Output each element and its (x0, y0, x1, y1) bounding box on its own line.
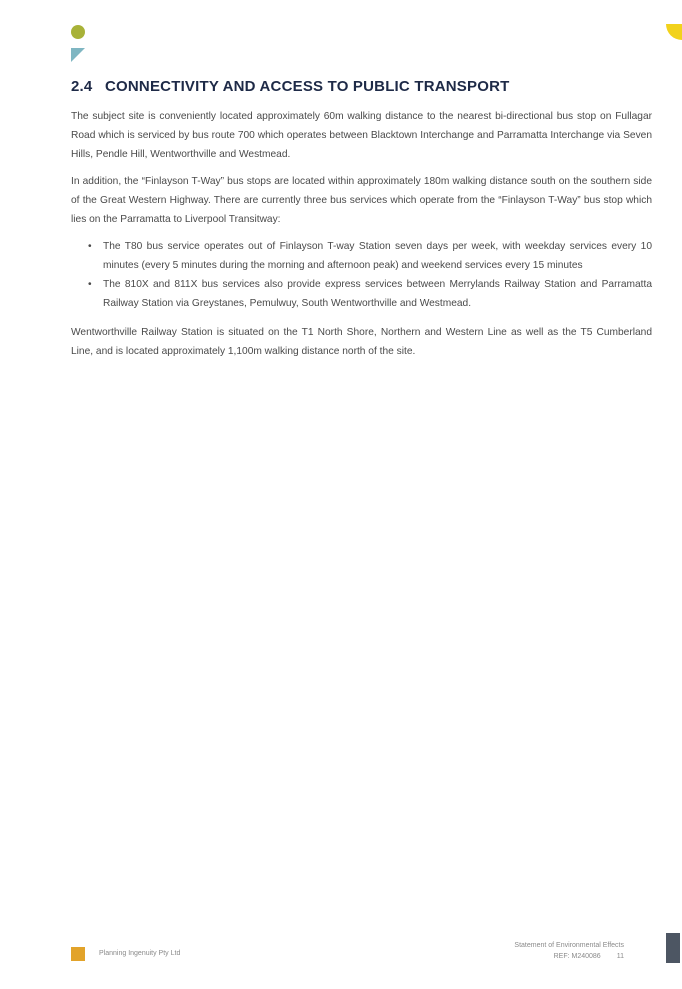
list-item (88, 237, 652, 275)
green-circle-decoration (71, 25, 85, 39)
list-item-text: The T80 bus service operates out of Finlayson T-way Station seven days per week, with weekday services every 10 minutes (every 5 minutes during the morning and afternoon peak) and weekend services every 15 minutes (103, 241, 652, 271)
section-body (71, 107, 652, 369)
section-heading (71, 78, 661, 95)
orange-square-decoration (71, 947, 85, 961)
yellow-corner-decoration (666, 24, 682, 40)
bullet-icon: • (88, 279, 92, 290)
footer-document-info (514, 940, 624, 962)
footer-reference: REF: M240086 (553, 953, 601, 960)
section-number: 2.4 (71, 78, 93, 95)
paragraph-bus-route: The subject site is conveniently located approximately 60m walking distance to the nearest bi-directional bus stop on Fullagar Road which is serviced by bus route 700 which operates between Blacktown Interchange and Parramatta Interchange via Seven Hills, Pendle Hill, Wentworthville and Westmead. (71, 111, 652, 160)
footer-company: Planning Ingenuity Pty Ltd (99, 950, 181, 957)
paragraph-tway: In addition, the “Finlayson T-Way” bus stops are located within approximately 180m walking distance south on the southern side of the Great Western Highway. There are currently three bus services which operate from the “Finlayson T-Way” bus stop which lies on the Parramatta to Liverpool Transitway: (71, 176, 652, 225)
teal-triangle-decoration (71, 48, 85, 62)
bus-services-list (71, 237, 652, 313)
footer-bar-decoration (666, 933, 680, 963)
footer-document-title: Statement of Environmental Effects (514, 942, 624, 949)
bullet-icon: • (88, 241, 92, 252)
list-item (88, 275, 652, 313)
list-item-text: The 810X and 811X bus services also provide express services between Merrylands Railway Station and Parramatta Railway Station via Greystanes, Pemulwuy, South Wentworthville and Westmead. (103, 279, 652, 309)
page-number: 11 (616, 953, 624, 960)
section-title: CONNECTIVITY AND ACCESS TO PUBLIC TRANSPORT (105, 78, 510, 95)
paragraph-railway: Wentworthville Railway Station is situated on the T1 North Shore, Northern and Western Line as well as the T5 Cumberland Line, and is located approximately 1,100m walking distance north of the site. (71, 327, 652, 357)
